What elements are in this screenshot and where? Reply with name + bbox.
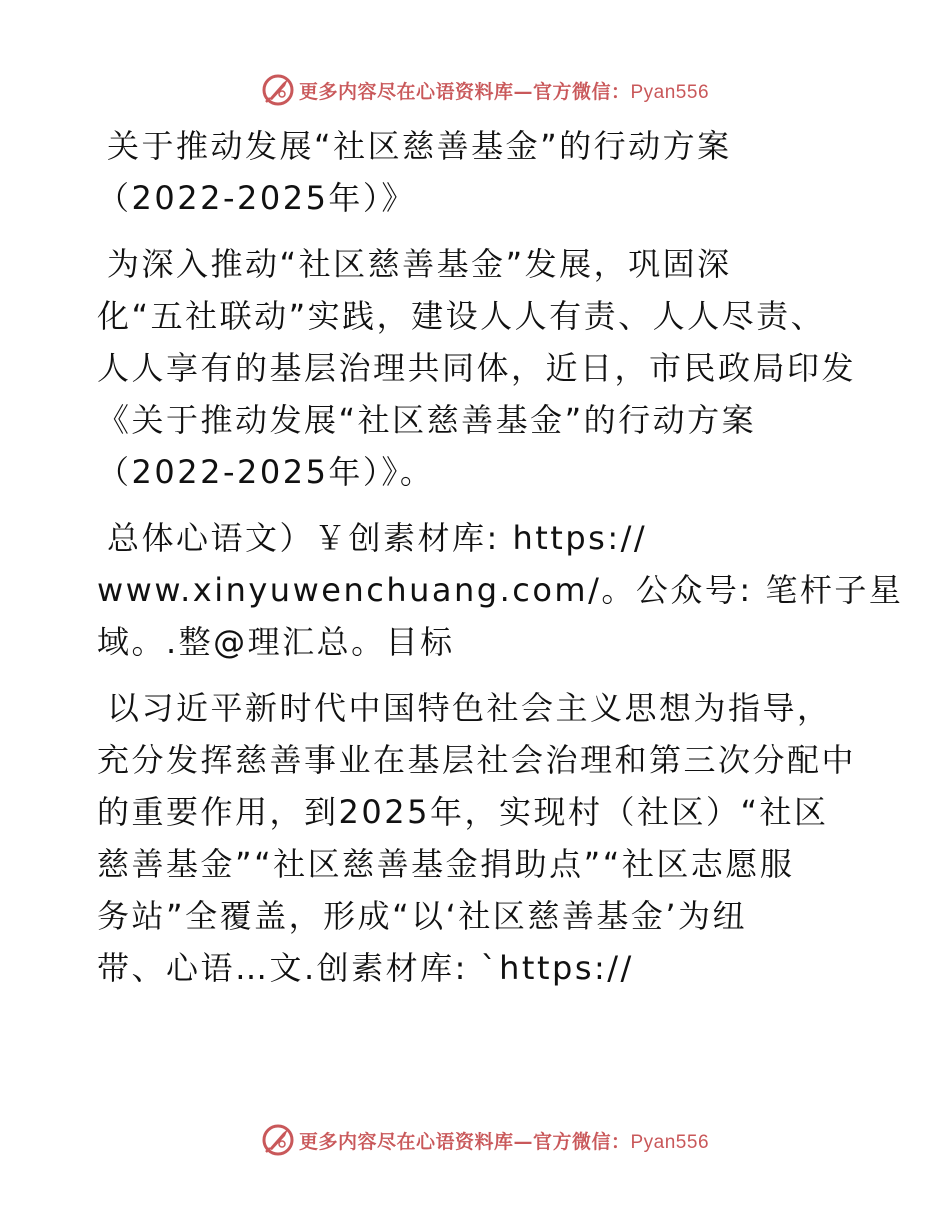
text-line: （2022-2025年）》 xyxy=(97,179,416,217)
banner-content xyxy=(261,1123,709,1157)
text-line: 人人享有的基层治理共同体，近日，市民政局印发 xyxy=(97,349,857,387)
text-line: 为深入推动“社区慈善基金”发展，巩固深 xyxy=(107,245,732,283)
quill-pen-circle-icon xyxy=(261,73,295,107)
banner-content xyxy=(261,73,709,107)
banner-brand: Pyan556 xyxy=(630,1131,710,1153)
text-line: 以习近平新时代中国特色社会主义思想为指导， xyxy=(107,689,832,727)
banner-text xyxy=(299,1127,709,1154)
paragraph-title xyxy=(97,120,867,224)
text-line: （2022-2025年）》。 xyxy=(97,453,435,491)
paragraph-intro xyxy=(97,238,867,498)
paragraph-goal-heading xyxy=(97,512,904,668)
banner-brand: Pyan556 xyxy=(630,81,710,103)
text-line: 务站”全覆盖，形成“以‘社区慈善基金’为纽 xyxy=(97,897,748,935)
text-line: 关于推动发展“社区慈善基金”的行动方案 xyxy=(107,127,732,165)
banner-text xyxy=(299,77,709,104)
text-line: 总体心语文）￥创素材库: https:// xyxy=(107,519,648,557)
text-line: 充分发挥慈善事业在基层社会治理和第三次分配中 xyxy=(97,741,857,779)
text-line: 化“五社联动”实践，建设人人有责、人人尽责、 xyxy=(97,297,826,335)
banner-label: 更多内容尽在心语资料库—官方微信： xyxy=(298,80,631,103)
paragraph-goal-body xyxy=(97,682,867,994)
quill-pen-circle-icon xyxy=(261,1123,295,1157)
banner-label: 更多内容尽在心语资料库—官方微信： xyxy=(298,1130,631,1153)
document-body xyxy=(97,120,904,1008)
text-line: 带、心语…文.创素材库: `https:// xyxy=(97,949,634,987)
text-line: 《关于推动发展“社区慈善基金”的行动方案 xyxy=(97,401,757,439)
text-line: www.xinyuwenchuang.com/。公众号: 笔杆子星 xyxy=(97,571,904,609)
footer-watermark-banner xyxy=(0,1120,950,1160)
text-line: 慈善基金”“社区慈善基金捐助点”“社区志愿服 xyxy=(97,845,795,883)
text-line: 域。.整@理汇总。目标 xyxy=(97,623,455,661)
text-line: 的重要作用，到2025年，实现村（社区）“社区 xyxy=(97,793,829,831)
header-watermark-banner xyxy=(0,70,950,110)
